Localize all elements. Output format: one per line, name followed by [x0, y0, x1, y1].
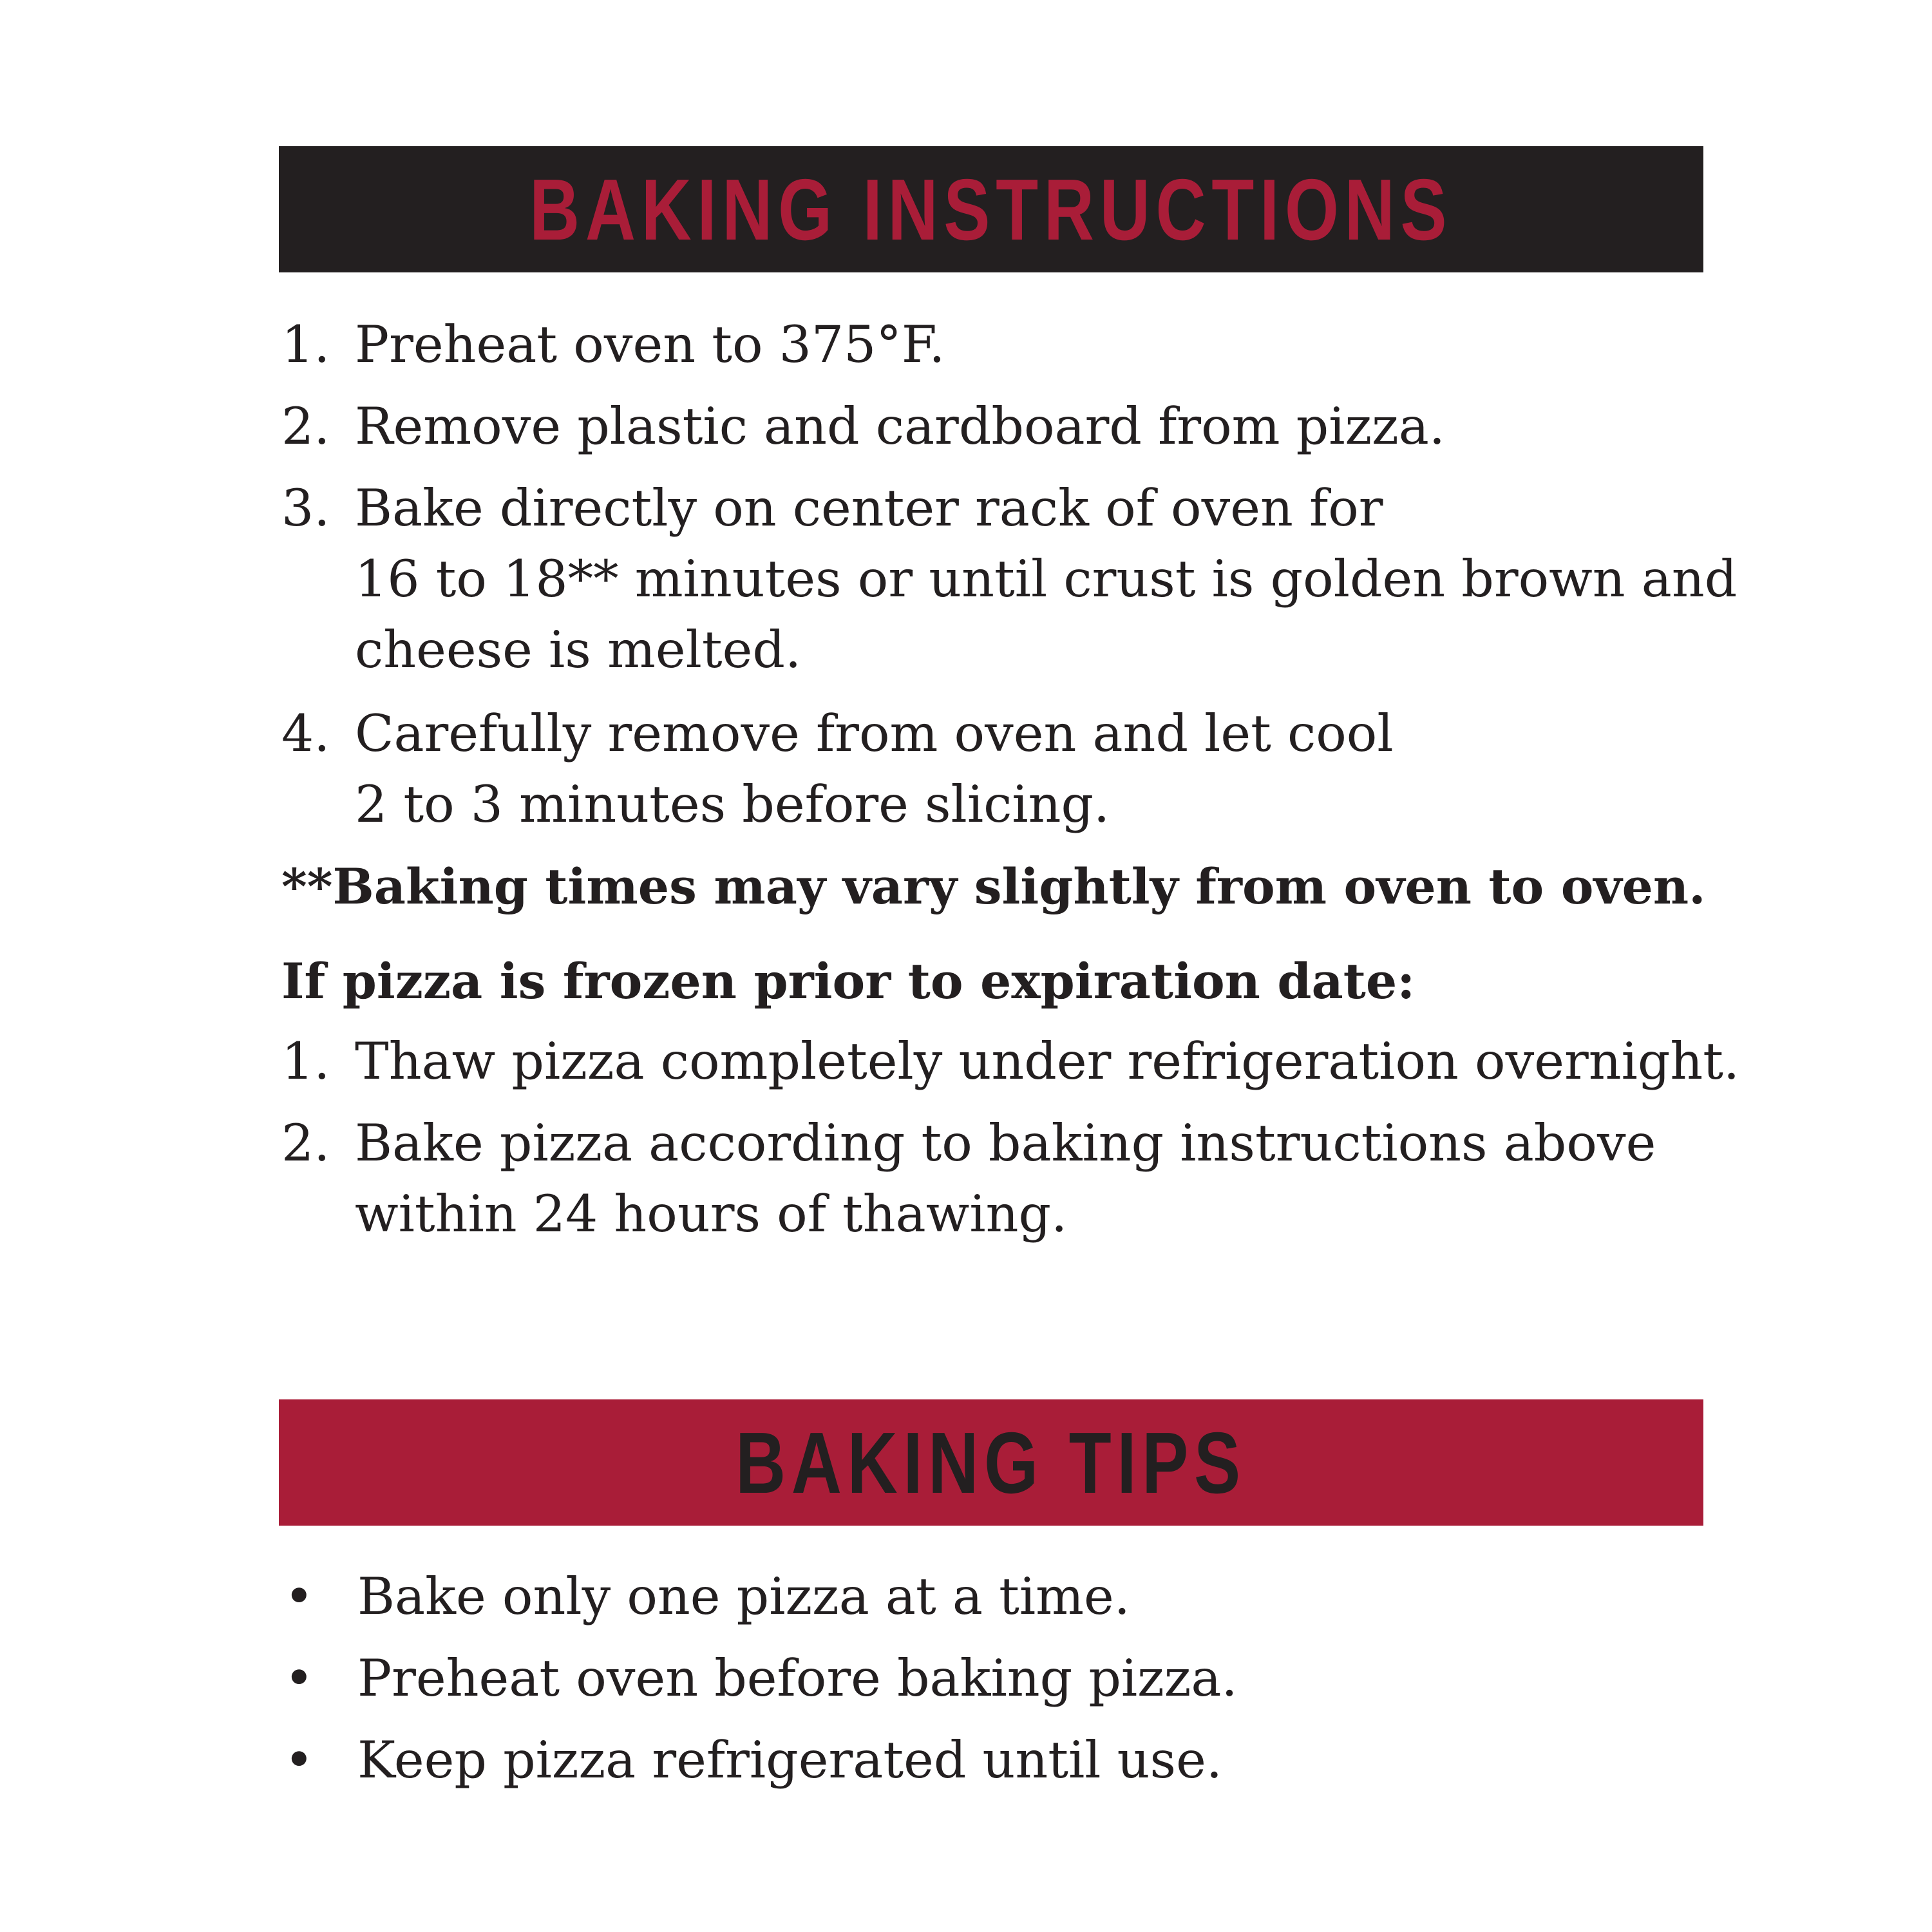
step-text: cheese is melted.: [355, 620, 802, 679]
baking-times-note: **Baking times may vary slightly from oven to oven.: [281, 858, 1706, 915]
tip-text: Preheat oven before baking pizza.: [357, 1649, 1238, 1708]
tip-item-2: [281, 1643, 1698, 1714]
baking-instructions-banner: [279, 146, 1703, 272]
tip-item-3: [281, 1725, 1698, 1795]
instruction-step-3: [281, 473, 1738, 685]
bullet-icon: •: [284, 1730, 314, 1790]
tip-text: Keep pizza refrigerated until use.: [357, 1730, 1222, 1790]
baking-instructions-title: BAKING INSTRUCTIONS: [529, 160, 1453, 258]
frozen-step-2: [281, 1108, 1698, 1249]
instruction-step-4: [281, 698, 1698, 840]
step-text: 2 to 3 minutes before slicing.: [355, 775, 1110, 834]
step-number: 1.: [281, 1032, 330, 1091]
step-number: 2.: [281, 1113, 330, 1173]
step-text: 16 to 18** minutes or until crust is golden brown and: [355, 549, 1738, 609]
bullet-icon: •: [284, 1567, 314, 1626]
frozen-step-1: [281, 1026, 1740, 1097]
tip-item-1: [281, 1561, 1698, 1632]
instruction-step-1: [281, 309, 1698, 380]
step-text: Remove plastic and cardboard from pizza.: [355, 397, 1445, 456]
frozen-heading: If pizza is frozen prior to expiration date:: [281, 952, 1416, 1010]
step-text: within 24 hours of thawing.: [355, 1184, 1068, 1244]
step-number: 3.: [281, 478, 330, 538]
step-text: Preheat oven to 375°F.: [355, 315, 945, 374]
step-number: 1.: [281, 315, 330, 374]
step-number: 4.: [281, 704, 330, 763]
step-text: Bake directly on center rack of oven for: [355, 478, 1383, 538]
baking-tips-banner: [279, 1399, 1703, 1526]
tip-text: Bake only one pizza at a time.: [357, 1567, 1130, 1626]
step-text: Carefully remove from oven and let cool: [355, 704, 1394, 763]
step-text: Bake pizza according to baking instructions above: [355, 1113, 1656, 1173]
step-text: Thaw pizza completely under refrigeration overnight.: [355, 1032, 1740, 1091]
step-number: 2.: [281, 397, 330, 456]
instruction-step-2: [281, 391, 1698, 462]
bullet-icon: •: [284, 1649, 314, 1708]
baking-tips-title: BAKING TIPS: [735, 1414, 1247, 1511]
